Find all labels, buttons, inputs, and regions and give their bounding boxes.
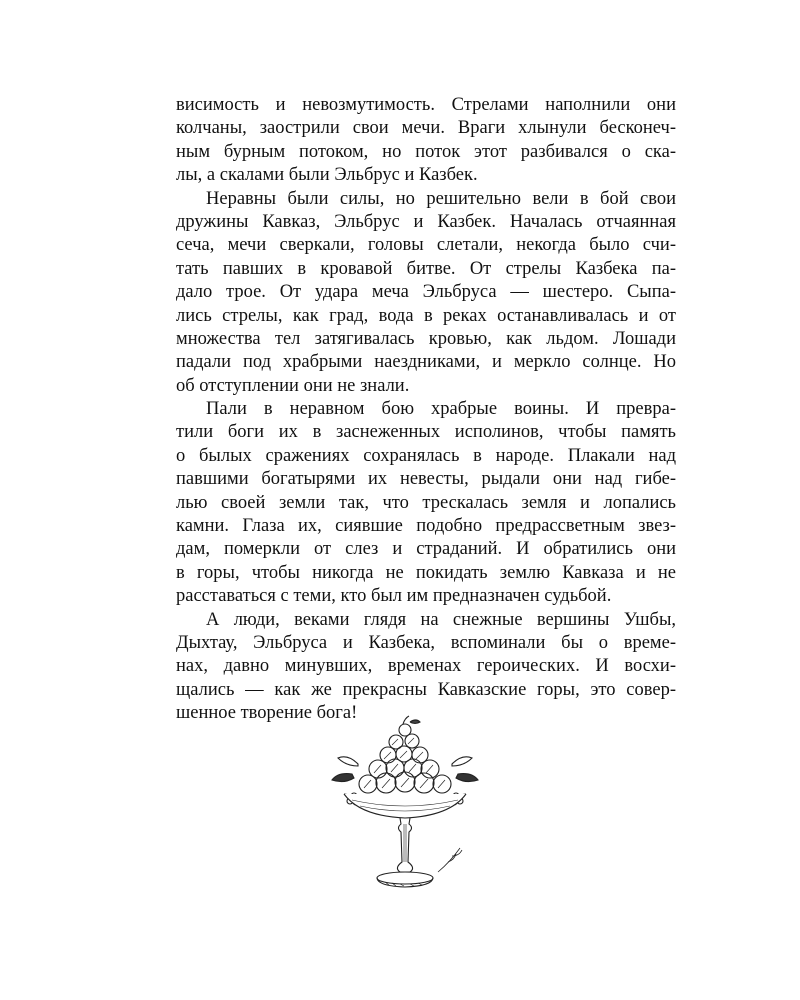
text-line: об отступлении они не знали. (176, 375, 410, 396)
text-line: ным бурным потоком, но поток этот разбивался о ска- (176, 141, 676, 162)
text-line: камни. Глаза их, сиявшие подобно предрассветным звез- (176, 516, 676, 537)
paragraph-1 (176, 94, 676, 188)
fruit-bowl-vignette-icon (330, 712, 480, 902)
text-line: А люди, веками глядя на снежные вершины Ушбы, (206, 609, 676, 630)
text-line: висимость и невозмутимость. Стрелами наполнили они (176, 95, 676, 115)
text-line: о былых сражениях сохранялась в народе. Плакали над (176, 445, 676, 466)
text-line: в горы, чтобы никогда не покидать землю Кавказа и не (176, 562, 676, 583)
text-line: лью своей земли так, что трескалась земля и лопались (176, 492, 676, 513)
text-line: дружины Кавказ, Эльбрус и Казбек. Началась отчаянная (176, 211, 676, 232)
text-line: Пали в неравном бою храбрые воины. И превра- (206, 399, 676, 420)
text-line: шенное творение бога! (176, 703, 358, 724)
text-line: тили боги их в заснеженных исполинов, чтобы память (176, 422, 676, 443)
text-line: лы, а скалами были Эльбрус и Казбек. (176, 165, 478, 186)
text-line: павшими богатырями их невесты, рыдали они над гибе- (176, 469, 676, 490)
paragraph-4 (176, 609, 676, 726)
text-line: Дыхтау, Эльбруса и Казбека, вспоминали бы о време- (176, 632, 676, 653)
text-line: дало трое. От удара меча Эльбруса — шестеро. Сыпа- (176, 282, 676, 303)
text-line: нах, давно минувших, временах героических. И восхи- (176, 656, 676, 677)
text-line: лись стрелы, как град, вода в реках останавливалась и от (176, 305, 676, 326)
text-line: расставаться с теми, кто был им предназначен судьбой. (176, 586, 612, 607)
text-line: тать павших в кровавой битве. От стрелы Казбека па- (176, 258, 676, 279)
page-text (176, 94, 676, 726)
text-line: множества тел затягивалась кровью, как льдом. Лошади (176, 328, 676, 349)
paragraph-2 (176, 188, 676, 399)
paragraph-3 (176, 398, 676, 609)
text-line: Неравны были силы, но решительно вели в бой свои (206, 188, 676, 209)
text-line: сеча, мечи сверкали, головы слетали, некогда было счи- (176, 235, 676, 256)
text-line: дам, померкли от слез и страданий. И обратились они (176, 539, 676, 560)
text-line: щались — как же прекрасны Кавказские горы, это совер- (176, 679, 676, 700)
text-line: падали под храбрыми наездниками, и меркло солнце. Но (176, 352, 676, 373)
text-line: колчаны, заострили свои мечи. Враги хлынули бесконеч- (176, 118, 676, 139)
